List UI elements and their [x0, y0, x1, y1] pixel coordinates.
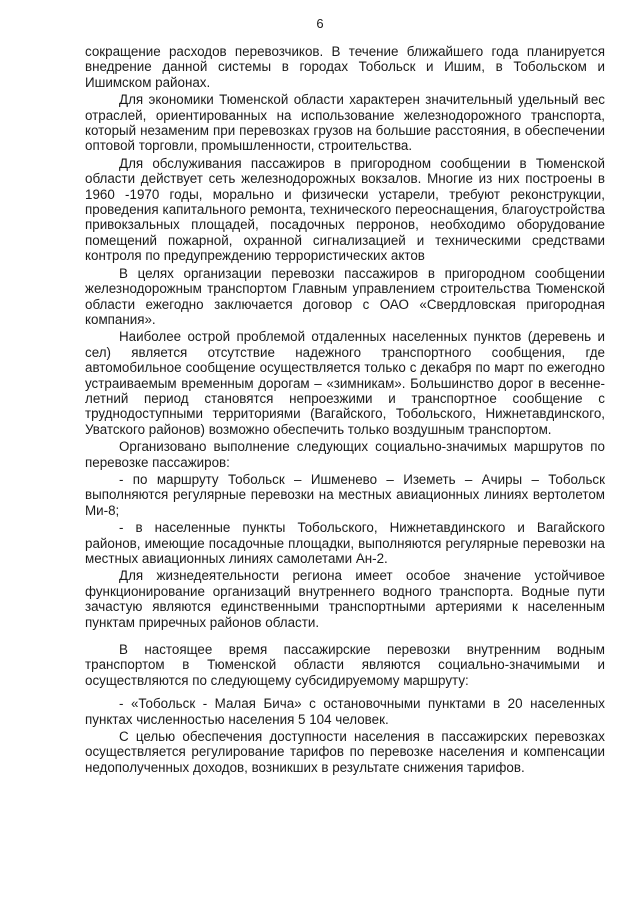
page-number: 6 [316, 16, 324, 31]
paragraph-3: Для обслуживания пассажиров в пригородном сообщении в Тюменской области действует сеть железнодорожных вокзалов. Многие из них построены в 1960 -1970 годы, морально и физически устарели, требуют реконструкции, проведения капитального ремонта, технического переоснащения, благоустройства привокзальных площадей, посадочных перронов, необходимо оборудование помещений пожарной, охранной сигнализацией и техническими средствами контроля по предупреждению террористических актов [85, 155, 605, 264]
paragraph-tariffs: С целью обеспечения доступности населения в пассажирских перевозках осуществляется регулирование тарифов по перевозке населения и компенсации недополученных доходов, возникших в результате снижения тарифов. [85, 729, 605, 775]
list-item-helicopter-route: - по маршруту Тобольск – Ишменево – Иземеть – Ачиры – Тобольск выполняются регулярные перевозки на местных авиационных линиях вертолетом Ми-8; [85, 471, 605, 518]
paragraph-2: Для экономики Тюменской области характерен значительный удельный вес отраслей, ориентированных на использование железнодорожного транспорта, который незаменим при перевозках грузов на большие расстояния, в обеспечении оптовой торговли, промышленности, строительства. [85, 92, 605, 154]
paragraph-6: Организовано выполнение следующих социально-значимых маршрутов по перевозке пассажиров: [85, 439, 605, 470]
list-item-airplane-route: - в населенные пункты Тобольского, Нижнетавдинского и Вагайского районов, имеющие посадочные площадки, выполняются регулярные перевозки на местных авиационных линиях самолетами Ан-2. [85, 520, 605, 566]
paragraph-water-transport: Для жизнедеятельности региона имеет особое значение устойчивое функционирование организаций внутреннего водного транспорта. Водные пути зачастую являются единственными транспортными артериями к населенным пунктам приречных районов области. [85, 568, 605, 630]
list-item-water-route: - «Тобольск - Малая Бича» с остановочными пунктами в 20 населенных пунктах численностью населения 5 104 человек. [85, 696, 605, 727]
paragraph-passenger-transport: В настоящее время пассажирские перевозки внутренним водным транспортом в Тюменской области являются социально-значимыми и осуществляются по следующему субсидируемому маршруту: [85, 642, 605, 688]
document-body [85, 44, 605, 777]
paragraph-5: Наиболее острой проблемой отдаленных населенных пунктов (деревень и сел) является отсутствие надежного транспортного сообщения, где автомобильное сообщение осуществляется только с декабря по март по ежегодно устраиваемым временным дорогам – «зимникам». Большинство дорог в весенне-летний период становятся непроезжими и транспортное сообщение с труднодоступными территориями (Вагайского, Тобольского, Нижнетавдинского, Уватского районов) возможно обеспечить только воздушным транспортом. [85, 329, 605, 437]
paragraph-4: В целях организации перевозки пассажиров в пригородном сообщении железнодорожным транспортом Главным управлением строительства Тюменской области ежегодно заключается договор с ОАО «Свердловская пригородная компания». [85, 265, 605, 327]
paragraph-1: сокращение расходов перевозчиков. В течение ближайшего года планируется внедрение данной системы в городах Тобольск и Ишим, в Тобольском и Ишимском районах. [85, 44, 605, 90]
